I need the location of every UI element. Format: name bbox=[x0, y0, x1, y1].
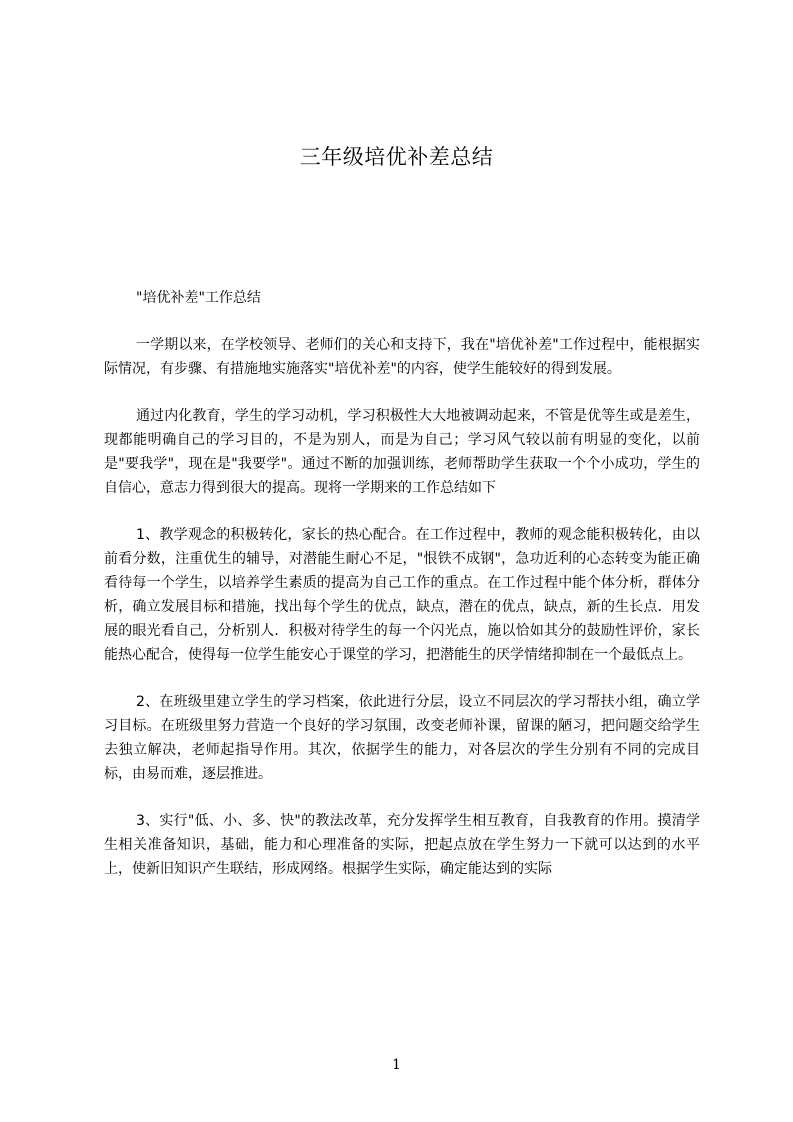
document-title: 三年级培优补差总结 bbox=[299, 145, 494, 169]
paragraph-overview: 通过内化教育，学生的学习动机，学习积极性大大地被调动起来，不管是优等生或是差生，现都能明确自己的学习目的，不是为别人，而是为自己；学习风气较以前有明显的变化，以前是"要我学"，现在是"我要学"。通过不断的加强训练，老师帮助学生获取一个个小成功，学生的自信心，意志力得到很大的提高。现将一学期来的工作总结如下 bbox=[104, 408, 700, 496]
paragraph-point-3: 3、实行"低、小、多、快"的教法改革，充分发挥学生相互教育，自我教育的作用。摸清学生相关准备知识，基础，能力和心理准备的实际，把起点放在学生努力一下就可以达到的水平上，使新旧知识产生联结，形成网络。根据学生实际，确定能达到的实际 bbox=[104, 813, 700, 877]
document-body bbox=[104, 286, 700, 904]
paragraph-point-2: 2、在班级里建立学生的学习档案，依此进行分层，设立不同层次的学习帮扶小组，确立学习目标。在班级里努力营造一个良好的学习氛围，改变老师补课，留课的陋习，把问题交给学生去独立解决，老师起指导作用。其次，依据学生的能力，对各层次的学生分别有不同的完成目标，由易而难，逐层推进。 bbox=[104, 694, 700, 782]
section-heading: "培优补差"工作总结 bbox=[136, 290, 261, 306]
paragraph-intro: 一学期以来，在学校领导、老师们的关心和支持下，我在"培优补差"工作过程中，能根据实际情况，有步骤、有措施地实施落实"培优补差"的内容，使学生能较好的得到发展。 bbox=[104, 337, 700, 377]
page-number: 1 bbox=[392, 1057, 401, 1073]
paragraph-point-1: 1、教学观念的积极转化，家长的热心配合。在工作过程中，教师的观念能积极转化，由以前看分数，注重优生的辅导，对潜能生耐心不足，"恨铁不成钢"，急功近利的心态转变为能正确看待每一个学生，以培养学生素质的提高为自己工作的重点。在工作过程中能个体分析，群体分析，确立发展目标和措施，找出每个学生的优点，缺点，潜在的优点，缺点，新的生长点．用发展的眼光看自己，分析别人．积极对待学生的每一个闪光点，施以恰如其分的鼓励性评价，家长能热心配合，使得每一位学生能安心于课堂的学习，把潜能生的厌学情绪抑制在一个最低点上。 bbox=[104, 527, 700, 663]
